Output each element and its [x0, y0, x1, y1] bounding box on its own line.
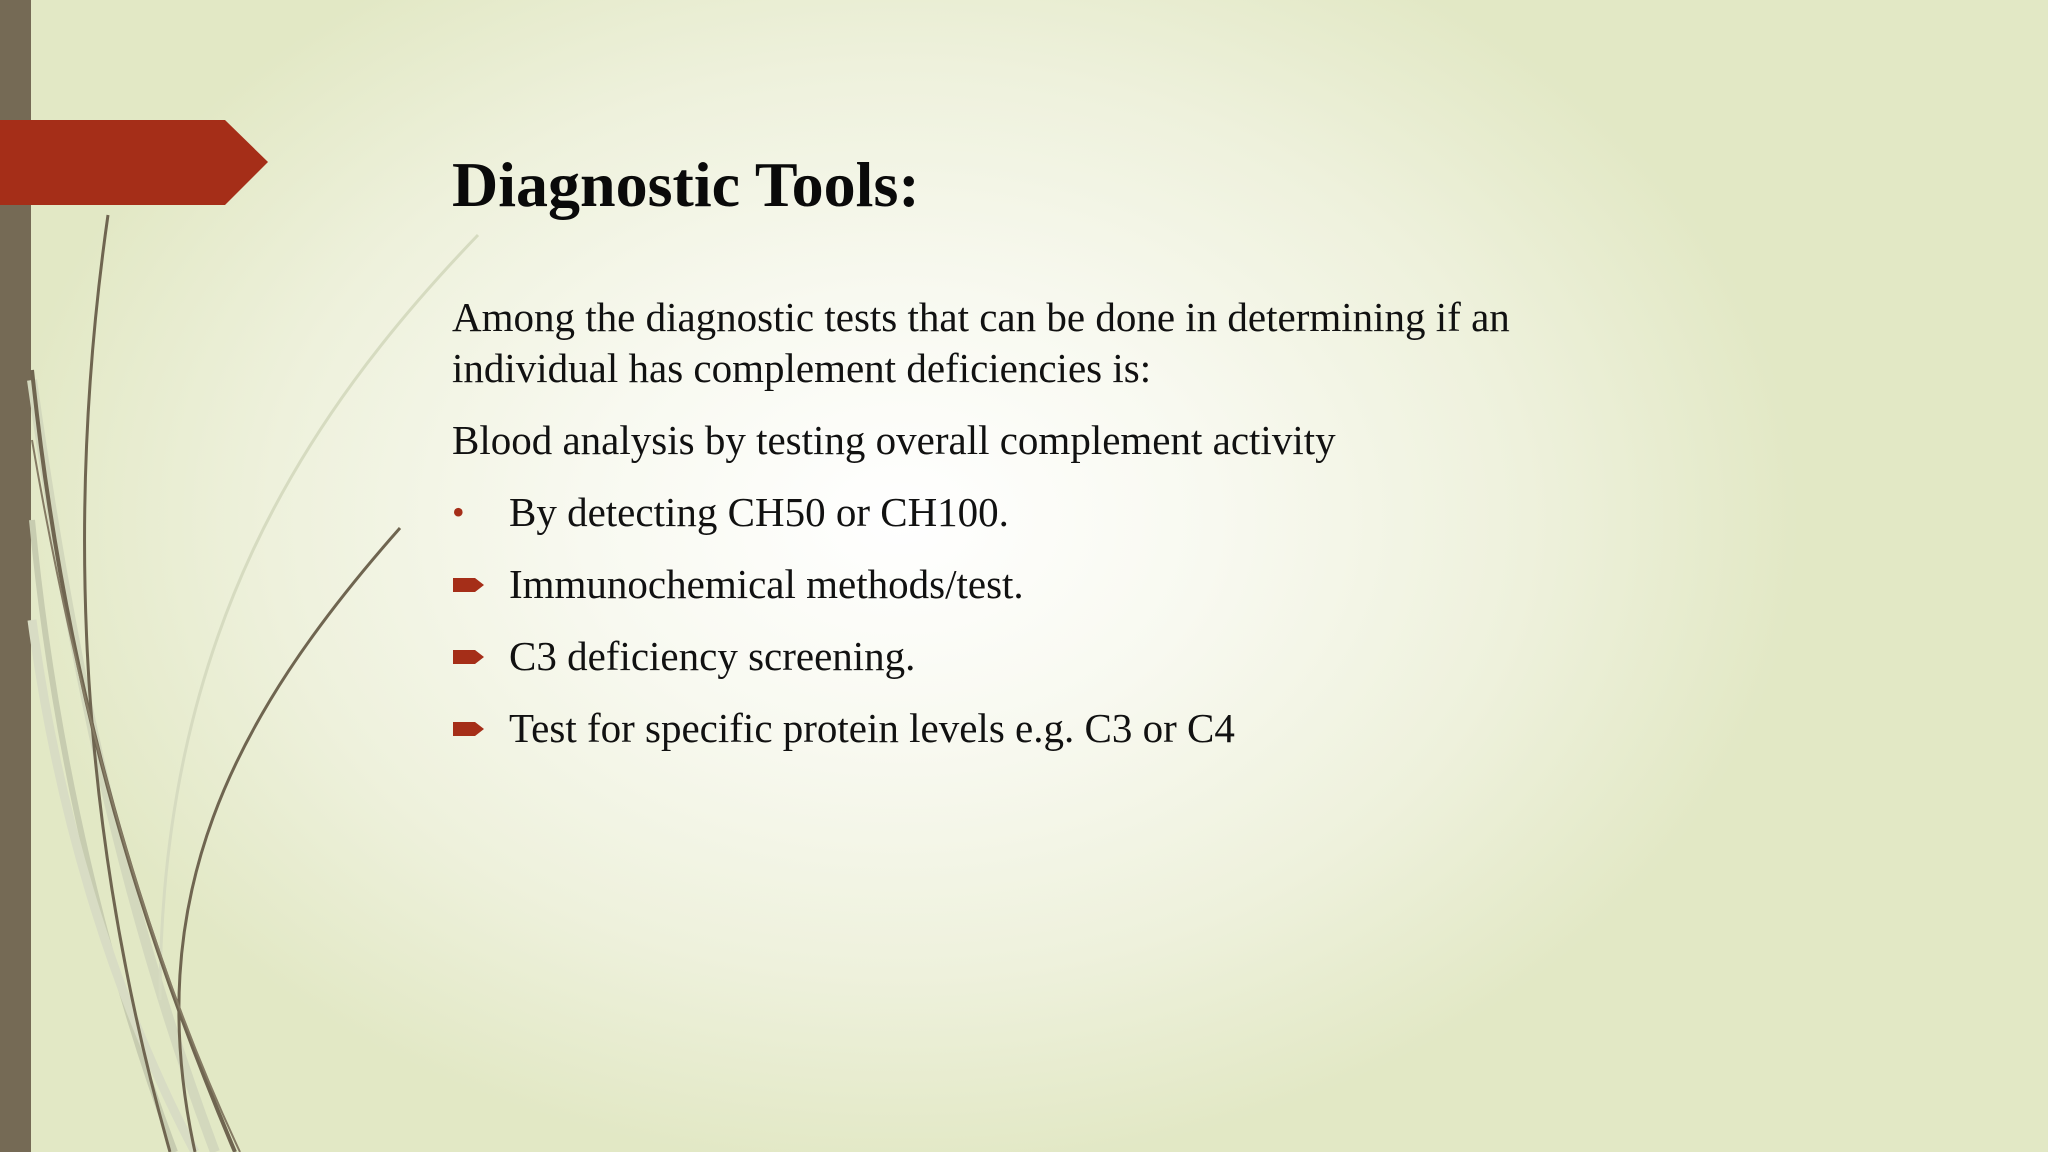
intro-paragraph: Among the diagnostic tests that can be done in determining if an individual has complement deficiencies is:	[452, 294, 1510, 391]
list-item	[452, 703, 1652, 754]
bullet-text: Immunochemical methods/test.	[509, 561, 1024, 607]
arrow-bullet-icon	[452, 559, 492, 610]
list-item	[452, 559, 1652, 610]
bullet-text: C3 deficiency screening.	[509, 633, 916, 679]
title-tab-arrow	[0, 120, 268, 205]
slide-content	[452, 292, 1652, 775]
arrow-bullet-icon	[452, 631, 492, 682]
bullet-text: By detecting CH50 or CH100.	[509, 489, 1009, 535]
subheading-paragraph: Blood analysis by testing overall complement activity	[452, 417, 1336, 463]
dot-icon: •	[452, 492, 465, 532]
bullet-list	[452, 487, 1652, 754]
list-item	[452, 487, 1652, 538]
list-item	[452, 631, 1652, 682]
arrow-bullet-icon	[452, 703, 492, 754]
bullet-text: Test for specific protein levels e.g. C3 or C4	[509, 705, 1235, 751]
slide-title: Diagnostic Tools:	[452, 149, 920, 220]
